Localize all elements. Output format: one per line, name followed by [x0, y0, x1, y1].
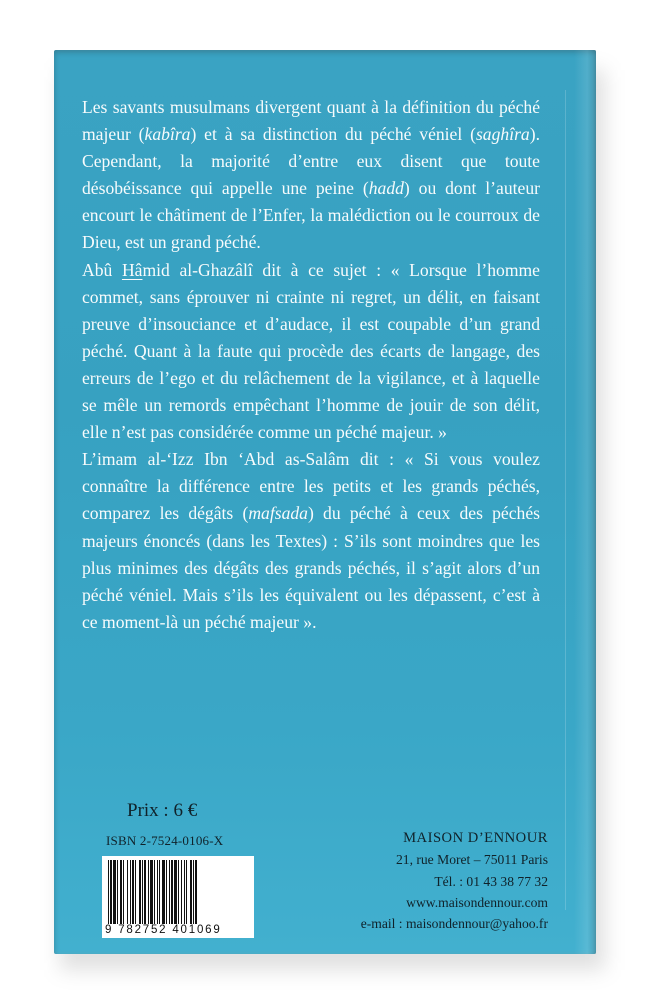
barcode-bar: [144, 860, 146, 924]
barcode-bar: [135, 860, 136, 924]
text-run: ) et à sa distinction du péché véniel (: [190, 124, 476, 145]
barcode-bar: [142, 860, 143, 924]
blurb-paragraph-3: [82, 446, 540, 636]
barcode-bar: [162, 860, 165, 924]
barcode-bar: [195, 860, 197, 924]
barcode-bar: [110, 860, 112, 924]
barcode-bar: [178, 860, 179, 924]
barcode-bar: [117, 860, 118, 924]
underlined-name: Hâ: [121, 259, 143, 280]
term-hadd: hadd: [368, 178, 404, 199]
blurb-paragraph-1: [82, 94, 540, 257]
barcode-bar: [120, 860, 122, 924]
publisher-name: MAISON D’ENNOUR: [403, 830, 548, 846]
barcode-bar: [186, 860, 187, 924]
barcode-bars: [106, 860, 250, 924]
barcode-bar: [150, 860, 153, 924]
blurb-text: [82, 94, 540, 636]
text-run: ). Cependant, la majorité d’entre eux disent que toute désobéissance qui appelle une peine (: [82, 124, 540, 199]
publisher-phone: Tél. : 01 43 38 77 32: [434, 873, 548, 889]
price-label: Prix : 6 €: [127, 800, 198, 821]
text-run: Les savants musulmans divergent quant à la définition du péché majeur (: [82, 97, 540, 145]
barcode-bar: [169, 860, 170, 924]
barcode-bar: [154, 860, 155, 924]
text-run: ) du péché à ceux des péchés majeurs énoncés (dans les Textes) : S’ils sont moindres que les plus minimes des dégâts des grands péchés, il s’agit alors d’un péché véniel. Mais s’ils les équivalent ou les dépassent, c’est à ce moment-là un péché majeur ».: [82, 503, 540, 632]
term-mafsada: mafsada: [248, 503, 308, 524]
barcode-digits: 9 782752 401069: [105, 924, 222, 936]
publisher-block: [361, 828, 548, 934]
barcode-bar: [132, 860, 134, 924]
barcode-bar: [171, 860, 173, 924]
publisher-website: www.maisondennour.com: [406, 894, 548, 910]
barcode-bar: [184, 860, 185, 924]
publisher-address: 21, rue Moret – 75011 Paris: [395, 852, 548, 868]
text-run: Abû: [82, 259, 122, 280]
book-fold-line: [565, 90, 566, 910]
barcode-bar: [123, 860, 124, 924]
barcode-bar: [193, 860, 194, 924]
text-run: L’imam al-‘Izz Ibn ‘Abd as-Salâm dit : « Si vous voulez connaître la différence entre les petits et les grands péchés, comparez les dégâts (: [82, 449, 540, 524]
term-kabira: kabîra: [144, 124, 191, 145]
barcode-bar: [190, 860, 192, 924]
publisher-email: e-mail : maisondennour@yahoo.fr: [360, 916, 548, 932]
barcode-bar: [181, 860, 182, 924]
barcode-bar: [113, 860, 116, 924]
barcode-bar: [108, 860, 109, 924]
barcode-bar: [127, 860, 128, 924]
barcode-bar: [157, 860, 158, 924]
barcode-bar: [159, 860, 160, 924]
barcode: [102, 856, 254, 938]
text-run: ) ou dont l’auteur encourt le châtiment de l’Enfer, la malédiction ou le courroux de Dieu, est un grand péché.: [82, 178, 540, 253]
barcode-bar: [148, 860, 149, 924]
barcode-bar: [130, 860, 131, 924]
barcode-bar: [166, 860, 167, 924]
barcode-bar: [139, 860, 141, 924]
text-run: mid al-Ghazâlî dit à ce sujet : « Lorsque l’homme commet, sans éprouver ni crainte ni regret, un délit, en faisant preuve d’insouciance et d’audace, il est coupable d’un grand péché. Quant à la faute qui procède des écarts de langage, des erreurs de l’ego et du relâchement de la vigilance, et à laquelle se mêle un remords empêchant l’homme de jouir de son délit, elle n’est pas considérée comme un péché majeur. »: [82, 259, 540, 443]
blurb-paragraph-2: [82, 257, 540, 447]
book-back-cover: [54, 50, 596, 954]
isbn-label: ISBN 2-7524-0106-X: [106, 833, 224, 848]
term-saghira: saghîra: [475, 124, 530, 145]
book-edge: [574, 50, 596, 954]
barcode-bar: [174, 860, 177, 924]
